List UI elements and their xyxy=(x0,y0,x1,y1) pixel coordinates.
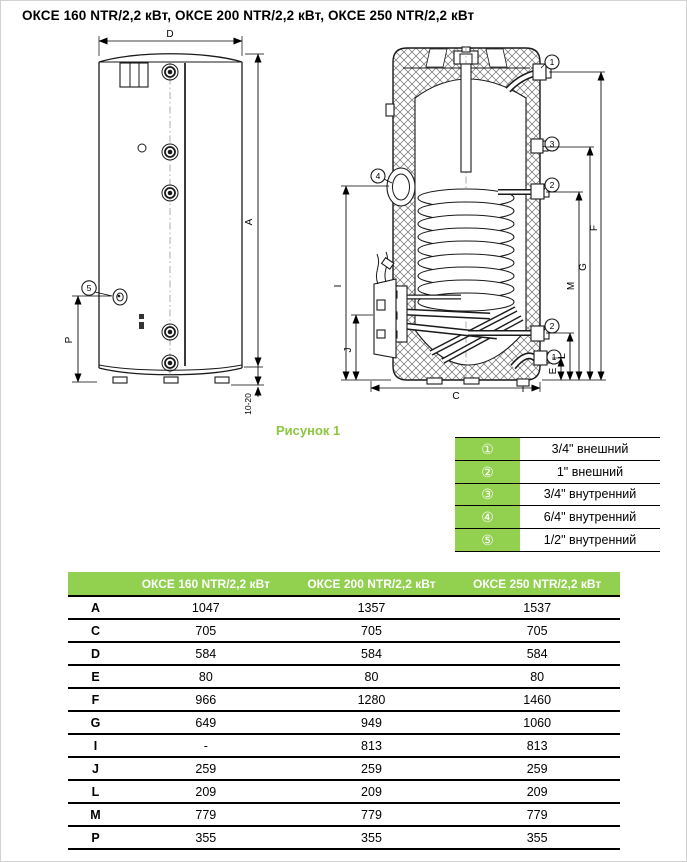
dim-value: 584 xyxy=(123,642,289,665)
column-header xyxy=(68,572,123,596)
dim-value: 813 xyxy=(289,734,455,757)
dim-label-i: I xyxy=(333,284,344,288)
dim-letter: C xyxy=(68,619,123,642)
callout-4: 4 xyxy=(375,171,381,181)
dim-value: 949 xyxy=(289,711,455,734)
dim-label-l: L xyxy=(557,353,568,359)
callout-2: 2 xyxy=(549,180,555,190)
header-row xyxy=(68,572,620,596)
dim-letter: F xyxy=(68,688,123,711)
table-row xyxy=(68,780,620,803)
callout-3: 3 xyxy=(549,139,555,149)
table-row xyxy=(455,529,660,552)
connection-size: 1" внешний xyxy=(520,460,660,483)
table-row xyxy=(68,642,620,665)
dim-value: 80 xyxy=(454,665,620,688)
dim-value: 355 xyxy=(123,826,289,849)
dim-value: 209 xyxy=(454,780,620,803)
dim-letter: A xyxy=(68,596,123,619)
dim-value: 259 xyxy=(123,757,289,780)
dim-value: 1460 xyxy=(454,688,620,711)
callout-5: 5 xyxy=(86,283,92,293)
dim-value: 813 xyxy=(454,734,620,757)
brand-mark xyxy=(139,322,144,329)
drain-fitting xyxy=(517,379,529,386)
dim-label-foot-height: 10-20 xyxy=(243,393,253,415)
callout-2: 2 xyxy=(549,321,555,331)
dim-value: 584 xyxy=(289,642,455,665)
dim-value: 1280 xyxy=(289,688,455,711)
table-row xyxy=(68,665,620,688)
table-row xyxy=(455,460,660,483)
feet xyxy=(113,377,229,383)
dim-label-f: F xyxy=(589,224,600,232)
dim-value: 209 xyxy=(289,780,455,803)
dim-letter: P xyxy=(68,826,123,849)
dim-value: 649 xyxy=(123,711,289,734)
dimensions-table xyxy=(68,572,620,850)
dim-value: 779 xyxy=(289,803,455,826)
rating-label-box xyxy=(120,63,148,87)
table-row xyxy=(68,596,620,619)
connection-size: 1/2" внутренний xyxy=(520,529,660,552)
dim-letter: D xyxy=(68,642,123,665)
dim-value: 1047 xyxy=(123,596,289,619)
figure-caption: Рисунок 1 xyxy=(276,423,341,438)
dim-value: 584 xyxy=(454,642,620,665)
dim-value: 966 xyxy=(123,688,289,711)
dim-value: 355 xyxy=(454,826,620,849)
connection-size: 6/4" внутренний xyxy=(520,506,660,529)
table-row xyxy=(455,506,660,529)
connection-size: 3/4" внешний xyxy=(520,438,660,461)
dim-value: 259 xyxy=(289,757,455,780)
table-row xyxy=(68,619,620,642)
dim-value: 209 xyxy=(123,780,289,803)
inspection-flange-opening xyxy=(387,168,415,206)
wall-lug xyxy=(386,104,394,116)
connection-number: ③ xyxy=(455,483,520,506)
dim-label-d: D xyxy=(166,29,174,40)
dim-value: 80 xyxy=(123,665,289,688)
connection-size: 3/4" внутренний xyxy=(520,483,660,506)
table-row xyxy=(68,803,620,826)
dim-label-j: J xyxy=(343,347,354,353)
dim-value: 1357 xyxy=(289,596,455,619)
table-row xyxy=(68,688,620,711)
dim-value: - xyxy=(123,734,289,757)
dim-letter: J xyxy=(68,757,123,780)
dim-label-e: E xyxy=(548,367,559,375)
column-header: ОКСЕ 160 NTR/2,2 кВт xyxy=(123,572,289,596)
dim-label-m: M xyxy=(566,281,577,291)
dim-label-c: C xyxy=(452,391,460,402)
dim-letter: E xyxy=(68,665,123,688)
section-view-diagram xyxy=(333,46,606,402)
dim-label-g: G xyxy=(578,263,589,271)
dim-value: 705 xyxy=(123,619,289,642)
dim-value: 705 xyxy=(454,619,620,642)
connection-number: ④ xyxy=(455,506,520,529)
front-view-diagram xyxy=(64,29,264,415)
dim-letter: I xyxy=(68,734,123,757)
table-row xyxy=(455,438,660,461)
heat-exchanger-coil xyxy=(418,189,514,311)
callout-1: 1 xyxy=(551,352,557,362)
page-title: ОКСЕ 160 NTR/2,2 кВт, ОКСЕ 200 NTR/2,2 кВт, ОКСЕ 250 NTR/2,2 кВт xyxy=(22,8,475,23)
dim-value: 1060 xyxy=(454,711,620,734)
dim-value: 1537 xyxy=(454,596,620,619)
dim-label-p: P xyxy=(64,336,75,344)
dim-letter: L xyxy=(68,780,123,803)
connection-number: ⑤ xyxy=(455,529,520,552)
brand-mark xyxy=(139,314,144,319)
table-row xyxy=(68,711,620,734)
dim-letter: G xyxy=(68,711,123,734)
dim-label-a: A xyxy=(244,218,255,226)
connection-number: ② xyxy=(455,460,520,483)
dim-value: 779 xyxy=(123,803,289,826)
table-row xyxy=(68,734,620,757)
dim-value: 80 xyxy=(289,665,455,688)
dim-value: 259 xyxy=(454,757,620,780)
connection-number: ① xyxy=(455,438,520,461)
column-header: ОКСЕ 200 NTR/2,2 кВт xyxy=(289,572,455,596)
callout-1: 1 xyxy=(549,57,555,67)
anode-tube xyxy=(461,64,471,172)
table-row xyxy=(68,757,620,780)
connections-table xyxy=(455,437,660,552)
table-row xyxy=(455,483,660,506)
dim-value: 355 xyxy=(289,826,455,849)
dim-letter: M xyxy=(68,803,123,826)
column-header: ОКСЕ 250 NTR/2,2 кВт xyxy=(454,572,620,596)
dim-value: 705 xyxy=(289,619,455,642)
table-row xyxy=(68,826,620,849)
dim-value: 779 xyxy=(454,803,620,826)
